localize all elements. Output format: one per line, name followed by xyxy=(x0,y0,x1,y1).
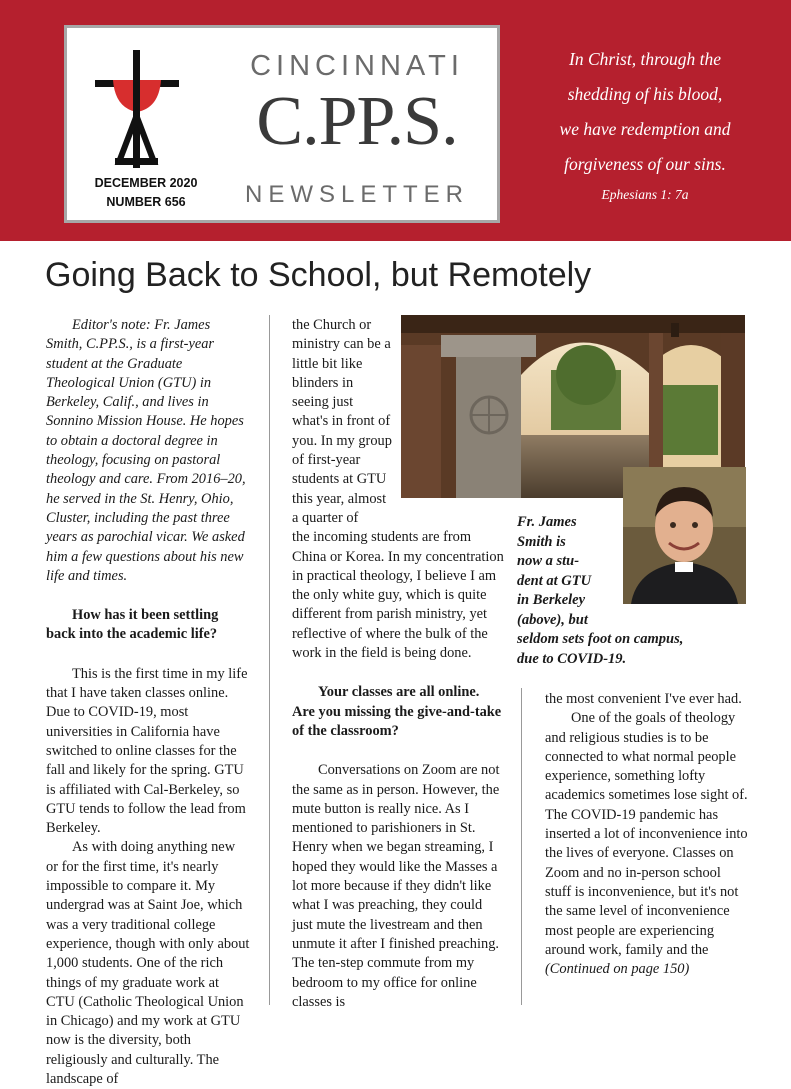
question-heading: How has it been settling back into the academic life? xyxy=(46,607,219,643)
caption-line: dent at GTU xyxy=(517,572,592,589)
scripture-line: shedding of his blood, xyxy=(567,84,723,104)
article-paragraph: Conversations on Zoom are not the same as in person. However, the mute button is really nice. As I mentioned to parishioners in St. Henry when we began streaming, I hoped they would like the Masses a lot more because if they didn't like what I was preaching, they could just mute the livestream and then unmute it after I finished preaching. The ten-step commute from my bedroom to my office for online classes is xyxy=(292,762,500,1010)
article-paragraph: the incoming students are from China or Korea. In my concentration in practical theology, I believe I am the only white guy, which is quite different from parish ministry, yet reflective of where the bulk of the work in the field is being done. xyxy=(292,529,504,662)
column-divider xyxy=(521,688,522,1005)
article-headline: Going Back to School, but Remotely xyxy=(45,256,592,294)
article-column-1 xyxy=(46,316,250,1089)
caption-line: Smith is xyxy=(517,533,566,550)
scripture-line: forgiveness of our sins. xyxy=(564,154,726,174)
title-cpps: C.PP.S. xyxy=(256,83,458,160)
title-newsletter: NEWSLETTER xyxy=(244,181,469,208)
article-paragraph: One of the goals of theology and religious studies is to be connected to what normal people experience, something lofty academics sometimes lose sight of. The COVID-19 pandemic has inserted a lot of inconvenience into the lives of everyone. Classes on Zoom and no in-person school stuff is inconvenience, but it's not the same level of inconvenience most people are experiencing around work, family and the xyxy=(545,710,748,958)
column-divider xyxy=(269,315,270,1005)
caption-line: Fr. James xyxy=(517,514,577,530)
title-cincinnati: CINCINNATI xyxy=(250,50,464,82)
masthead-box xyxy=(64,25,500,223)
scripture-line: we have redemption and xyxy=(559,119,731,139)
article-paragraph: As with doing anything new or for the first time, it's nearly impossible to compare it. My undergrad was at Saint Joe, which was a very traditional college experience, though with only about 1,000 students. One of the rich things of my graduate work at CTU (Catholic Theological Union in Chicago) and my work at GTU now is the diversity, both religiously and culturally. The landscape of xyxy=(46,839,250,1087)
article-paragraph: the most convenient I've ever had. xyxy=(545,691,742,707)
issue-info xyxy=(81,174,211,212)
caption-line: now a stu- xyxy=(517,553,580,569)
article-paragraph: the Church or ministry can be a little bit like blinders in seeing just what's in front of you. In my group of first-year students at GTU this year, almost a quarter of xyxy=(292,317,392,526)
caption-line: due to COVID-19. xyxy=(517,650,627,667)
issue-date: DECEMBER 2020 xyxy=(94,176,198,190)
continued-note: (Continued on page 150) xyxy=(545,961,690,978)
photo-caption xyxy=(517,513,757,669)
caption-line: (above), but xyxy=(517,611,588,628)
scripture-line: In Christ, through the xyxy=(569,49,721,69)
article-column-3 xyxy=(545,690,750,979)
caption-line: seldom sets foot on campus, xyxy=(517,631,684,647)
question-heading: Your classes are all online. Are you missing the give-and-take of the classroom? xyxy=(292,684,502,739)
article-paragraph: This is the first time in my life that I have taken classes online. Due to COVID-19, most universities in California have switched to online classes for the fall and likely for the spring. GTU is affiliated with Cal-Berkeley, so GTU tends to follow the lead from Berkeley. xyxy=(46,665,248,837)
caption-line: in Berkeley xyxy=(517,592,586,608)
scripture-reference: Ephesians 1: 7a xyxy=(601,187,689,202)
scripture-quote xyxy=(520,42,770,208)
issue-number: NUMBER 656 xyxy=(106,195,186,209)
cross-chalice-icon xyxy=(95,50,179,168)
editor-note: Editor's note: Fr. James Smith, C.PP.S., is a first-year student at the Graduate Theological Union (GTU) in Berkeley, Calif., and lives in Sonnino Mission House. He hopes to obtain a doctoral degree in theology, focusing on pastoral theology and care. From 2016–20, he served in the St. Henry, Ohio, Cluster, including the past three years as parochial vicar. We asked him a few questions about his new life and times. xyxy=(46,317,246,584)
